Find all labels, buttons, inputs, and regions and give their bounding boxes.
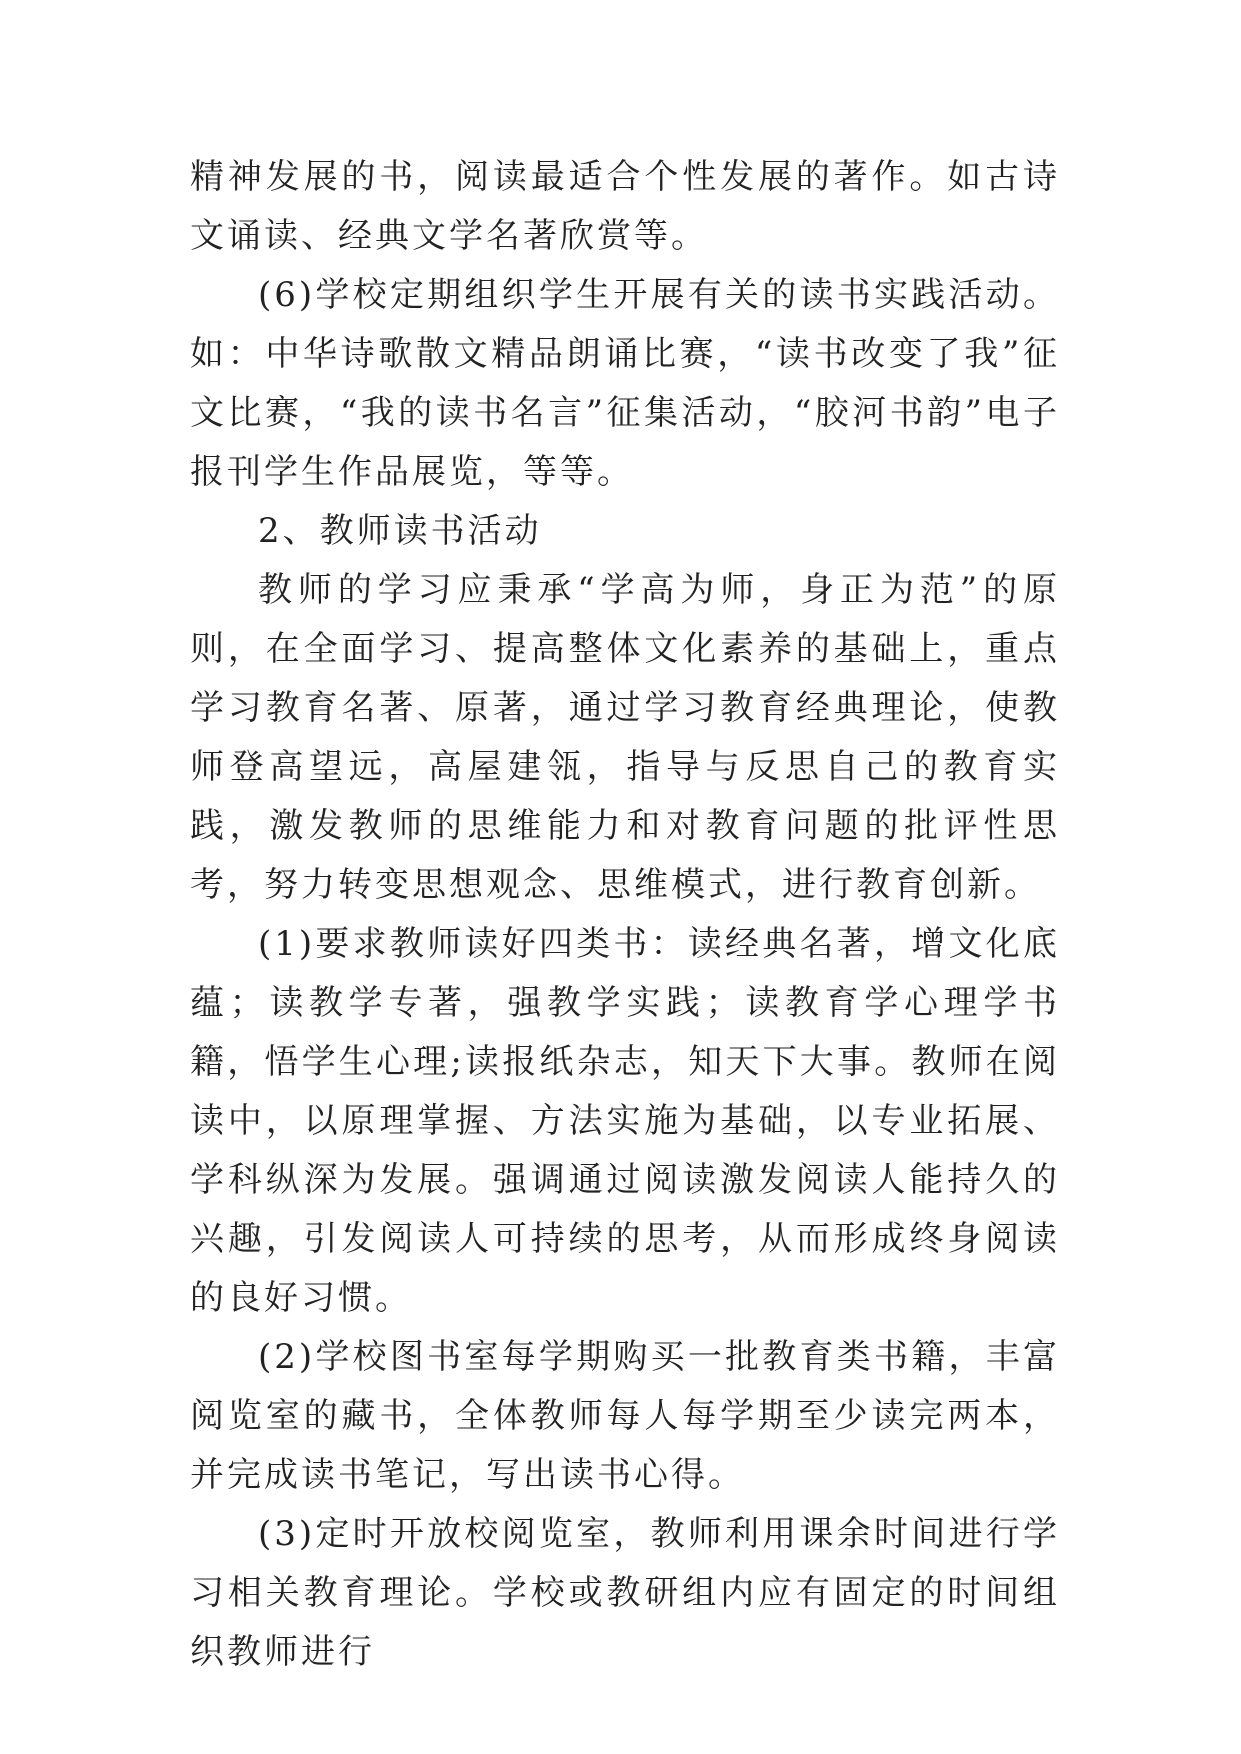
paragraph-student-activities: (6)学校定期组织学生开展有关的读书实践活动。如：中华诗歌散文精品朗诵比赛，“读书改变了我”征文比赛，“我的读书名言”征集活动，“胶河书韵”电子报刊学生作品展览，等等。	[190, 275, 1060, 492]
paragraph-item-2: (2)学校图书室每学期购买一批教育类书籍，丰富阅览室的藏书，全体教师每人每学期至少读完两本，并完成读书笔记，写出读书心得。	[190, 1337, 1060, 1495]
paragraph-continuation: 精神发展的书，阅读最适合个性发展的著作。如古诗文诵读、经典文学名著欣赏等。	[190, 157, 1060, 256]
section-heading-teacher-reading: 2、教师读书活动	[258, 511, 542, 551]
paragraph-item-1: (1)要求教师读好四类书：读经典名著，增文化底蕴；读教学专著，强教学实践；读教育学心理学书籍，悟学生心理;读报纸杂志，知天下大事。教师在阅读中，以原理掌握、方法实施为基础，以专业拓展、学科纵深为发展。强调通过阅读激发阅读人能持久的兴趣，引发阅读人可持续的思考，从而形成终身阅读的良好习惯。	[190, 924, 1060, 1318]
paragraph-teacher-learning: 教师的学习应秉承“学高为师，身正为范”的原则，在全面学习、提高整体文化素养的基础上，重点学习教育名著、原著，通过学习教育经典理论，使教师登高望远，高屋建瓴，指导与反思自己的教育实践，激发教师的思维能力和对教育问题的批评性思考，努力转变思想观念、思维模式，进行教育创新。	[190, 570, 1060, 905]
document-body	[190, 148, 1060, 1682]
paragraph-item-3: (3)定时开放校阅览室，教师利用课余时间进行学习相关教育理论。学校或教研组内应有固定的时间组织教师进行	[190, 1514, 1060, 1672]
